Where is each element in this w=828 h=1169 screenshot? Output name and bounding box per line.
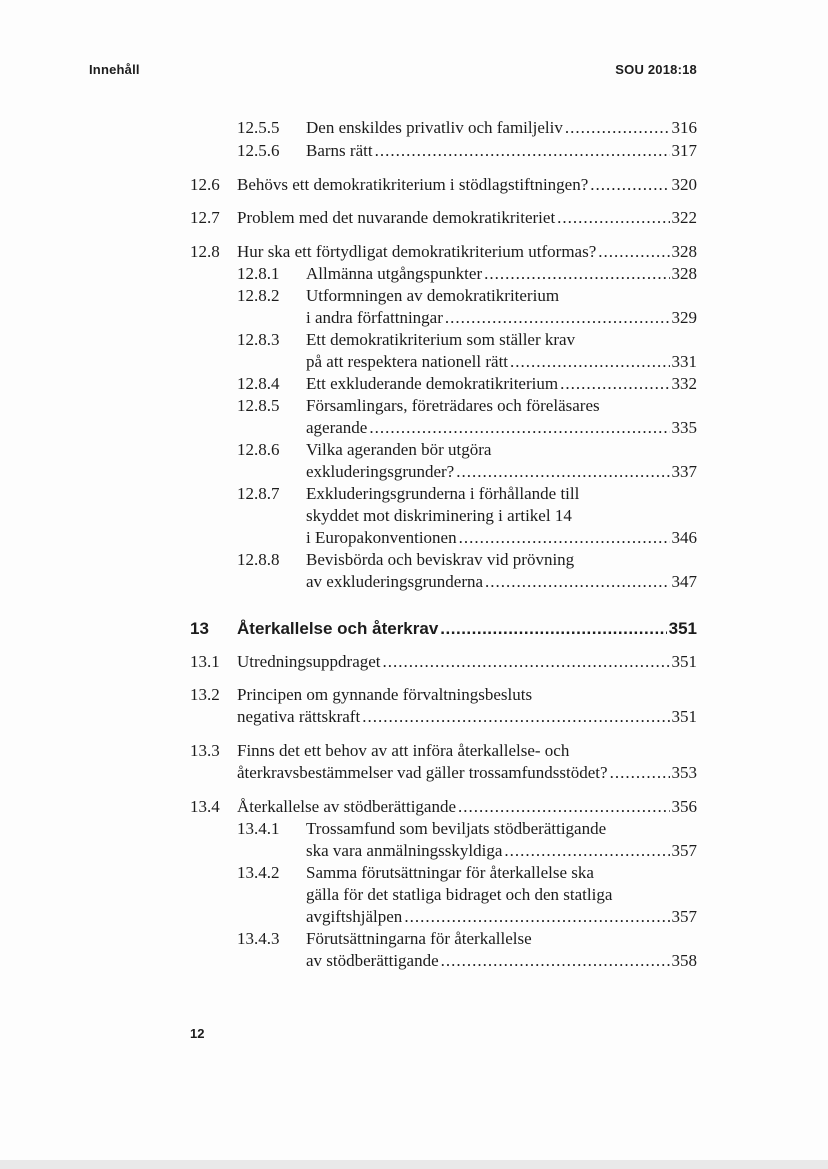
toc-entry-title: ska vara anmälningsskyldiga [306,841,503,860]
dot-leader [557,207,669,229]
dot-leader [383,651,670,673]
toc-entry-number: 12.8.3 [237,330,280,349]
toc-entry[interactable] [306,373,697,395]
toc-entry-title: Återkallelse av stödberättigande [237,797,457,816]
toc-entry-title: negativa rättskraft [237,707,361,726]
toc-entry[interactable] [237,796,697,818]
dot-leader [484,263,669,285]
toc-entry-title: Hur ska ett förtydligat demokratikriterium utformas? [237,242,597,261]
toc-entry[interactable] [237,241,697,263]
dot-leader [404,906,669,928]
dot-leader [440,617,666,641]
toc-entry[interactable] [306,140,697,162]
dot-leader [485,571,669,593]
toc-entry-number: 12.8.1 [237,264,280,283]
toc-entry[interactable] [306,840,697,862]
toc-entry[interactable] [306,307,697,329]
toc-entry-title-line: Trossamfund som beviljats stödberättigande [306,819,607,838]
toc-entry[interactable] [306,571,697,593]
dot-leader [458,796,669,818]
toc-entry-number: 13.4 [190,797,220,816]
toc-entry-number: 13.3 [190,741,220,760]
toc-entry-page: 358 [671,951,697,970]
chapter-entry[interactable] [237,617,697,641]
toc-entry-number: 12.8.8 [237,550,280,569]
toc-entry-page: 328 [671,242,697,261]
toc-entry-title-line: Finns det ett behov av att införa återkallelse- och [237,741,570,760]
toc-entry-title: Problem med det nuvarande demokratikriteriet [237,208,556,227]
toc-entry-number: 12.8.2 [237,286,280,305]
running-header-right: SOU 2018:18 [615,62,697,77]
toc-entry-page: 347 [671,572,697,591]
toc-entry-title: Den enskildes privatliv och familjeliv [306,118,563,137]
dot-leader [375,140,670,162]
toc-entry-number: 12.7 [190,208,220,227]
toc-entry-page: 317 [671,141,697,160]
toc-entry[interactable] [306,117,697,139]
toc-entry-title: i Europakonventionen [306,528,457,547]
toc-entry-title: återkravsbestämmelser vad gäller trossamfundsstödet? [237,763,608,782]
toc-entry-number: 12.8 [190,242,220,261]
scan-edge [0,1160,828,1169]
page-number: 12 [190,1026,205,1041]
toc-entry-page: 353 [671,763,697,782]
toc-entry-title: av exkluderingsgrunderna [306,572,484,591]
toc-entry-title-line: Vilka ageranden bör utgöra [306,440,492,459]
toc-entry-title-line: Ett demokratikriterium som ställer krav [306,330,576,349]
toc-entry[interactable] [237,207,697,229]
dot-leader [565,117,670,139]
toc-entry-number: 13.1 [190,652,220,671]
toc-entry-page: 316 [671,118,697,137]
toc-entry-title: Behövs ett demokratikriterium i stödlagstiftningen? [237,175,589,194]
toc-entry[interactable] [237,706,697,728]
toc-entry-page: 331 [671,352,697,371]
toc-entry-number: 13.4.3 [237,929,280,948]
toc-entry-page: 335 [671,418,697,437]
toc-entry-title: Allmänna utgångspunkter [306,264,483,283]
toc-entry[interactable] [306,417,697,439]
toc-entry-page: 356 [671,797,697,816]
dot-leader [598,241,669,263]
dot-leader [504,840,669,862]
toc-entry-page: 357 [671,907,697,926]
dot-leader [445,307,670,329]
dot-leader [510,351,669,373]
toc-entry-title-line: Exkluderingsgrunderna i förhållande till [306,484,580,503]
toc-entry-page: 337 [671,462,697,481]
toc-entry-title-line: Bevisbörda och beviskrav vid prövning [306,550,575,569]
toc-entry-page: 357 [671,841,697,860]
toc-entry-page: 346 [671,528,697,547]
toc-entry-title: Ett exkluderande demokratikriterium [306,374,559,393]
dot-leader [441,950,670,972]
toc-entry-title: av stödberättigande [306,951,439,970]
dot-leader [362,706,669,728]
toc-entry[interactable] [306,906,697,928]
toc-entry-title: Utredningsuppdraget [237,652,381,671]
toc-entry-title: agerande [306,418,368,437]
toc-entry-title-line: gälla för det statliga bidraget och den statliga [306,885,613,904]
toc-entry[interactable] [237,174,697,196]
toc-entry-page: 332 [671,374,697,393]
toc-entry-number: 12.8.5 [237,396,280,415]
chapter-number: 13 [190,619,209,638]
toc-entry-title: avgiftshjälpen [306,907,403,926]
toc-entry-page: 351 [671,652,697,671]
toc-entry-page: 328 [671,264,697,283]
toc-entry-title-line: Församlingars, företrädares och föreläsares [306,396,600,415]
toc-entry-title-line: Principen om gynnande förvaltningsbesluts [237,685,533,704]
toc-entry-page: 329 [671,308,697,327]
toc-entry-title-line: skyddet mot diskriminering i artikel 14 [306,506,572,525]
toc-entry[interactable] [306,950,697,972]
toc-entry-page: 320 [671,175,697,194]
toc-entry-number: 12.5.6 [237,141,280,160]
toc-entry-number: 13.2 [190,685,220,704]
toc-entry-number: 13.4.1 [237,819,280,838]
chapter-page: 351 [668,619,697,638]
toc-entry[interactable] [237,651,697,673]
toc-entry-title-line: Utformningen av demokratikriterium [306,286,560,305]
running-header-left: Innehåll [89,62,140,77]
toc-entry[interactable] [237,762,697,784]
toc-entry[interactable] [306,263,697,285]
dot-leader [459,527,670,549]
toc-entry-title: på att respektera nationell rätt [306,352,509,371]
toc-entry[interactable] [306,527,697,549]
toc-entry-title-line: Förutsättningarna för återkallelse [306,929,532,948]
toc-entry-number: 12.8.6 [237,440,280,459]
toc-entry-title: i andra författningar [306,308,443,327]
toc-entry[interactable] [306,461,697,483]
dot-leader [590,174,669,196]
dot-leader [456,461,669,483]
dot-leader [560,373,669,395]
toc-entry-number: 12.8.4 [237,374,280,393]
toc-entry-title: exkluderingsgrunder? [306,462,455,481]
toc-entry-number: 12.6 [190,175,220,194]
toc-entry-title-line: Samma förutsättningar för återkallelse ska [306,863,594,882]
toc-entry-title: Barns rätt [306,141,373,160]
toc-entry-number: 12.8.7 [237,484,280,503]
dot-leader [369,417,669,439]
toc-entry-page: 351 [671,707,697,726]
toc-entry[interactable] [306,351,697,373]
chapter-title: Återkallelse och återkrav [237,619,439,638]
dot-leader [610,762,670,784]
toc-entry-number: 13.4.2 [237,863,280,882]
toc-entry-page: 322 [671,208,697,227]
toc-entry-number: 12.5.5 [237,118,280,137]
